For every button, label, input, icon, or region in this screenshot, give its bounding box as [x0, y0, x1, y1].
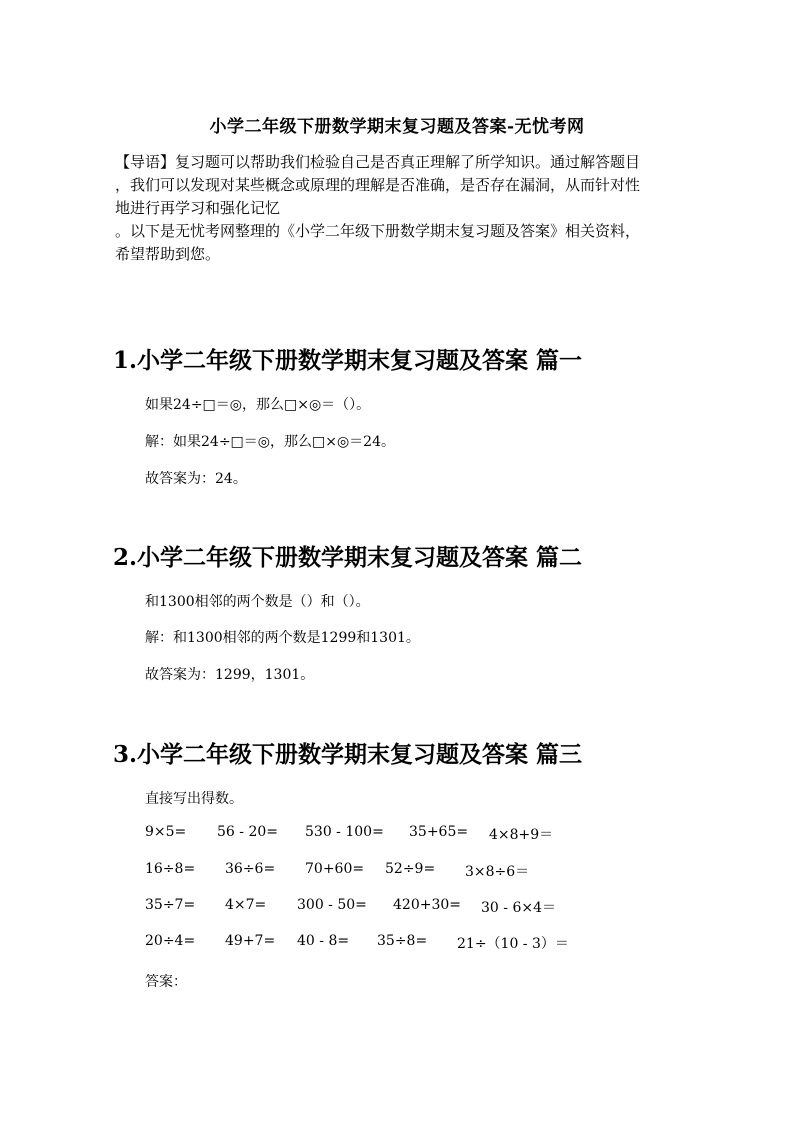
answer-text: 故答案为：1299，1301。	[145, 667, 315, 683]
exercise-item: 420+30=	[393, 897, 461, 913]
answer-label: 答案：	[145, 974, 187, 990]
document-title: 小学二年级下册数学期末复习题及答案-无忧考网	[209, 117, 585, 137]
exercise-item: 9×5=	[145, 824, 187, 840]
exercise-item: 70+60=	[305, 861, 365, 877]
intro-line: 。以下是无忧考网整理的《小学二年级下册数学期末复习题及答案》相关资料，	[115, 222, 641, 240]
exercise-item: 35+65=	[409, 824, 469, 840]
solution-text: 解：如果24÷□＝◎，那么□×◎＝24。	[145, 434, 395, 450]
exercise-item: 16÷8=	[145, 861, 196, 877]
intro-line: 【导语】复习题可以帮助我们检验自己是否真正理解了所学知识。通过解答题目	[115, 153, 641, 171]
exercise-row	[145, 897, 665, 917]
exercise-item: 4×8+9＝	[489, 827, 554, 843]
exercise-row	[145, 933, 665, 953]
answer-text: 故答案为：24。	[145, 471, 247, 487]
instruction-text: 直接写出得数。	[145, 791, 243, 807]
section-heading-2: 2.小学二年级下册数学期末复习题及答案 篇二	[113, 544, 583, 571]
exercise-item: 35÷8=	[377, 933, 428, 949]
exercise-item: 36÷6=	[225, 861, 276, 877]
intro-line: 希望帮助到您。	[115, 245, 221, 263]
question-text: 和1300相邻的两个数是（）和（）。	[145, 594, 370, 610]
exercise-item: 49+7=	[225, 933, 276, 949]
exercise-item: 40 - 8=	[297, 933, 350, 949]
exercise-item: 530 - 100=	[305, 824, 384, 840]
exercise-item: 52÷9=	[385, 861, 436, 877]
exercise-item: 300 - 50=	[297, 897, 367, 913]
exercise-row	[145, 861, 665, 881]
question-text: 如果24÷□＝◎，那么□×◎＝（）。	[145, 397, 371, 413]
section-heading-1: 1.小学二年级下册数学期末复习题及答案 篇一	[113, 347, 583, 374]
exercise-item: 4×7=	[225, 897, 267, 913]
exercise-item: 21÷（10 - 3）＝	[457, 936, 569, 952]
section-heading-3: 3.小学二年级下册数学期末复习题及答案 篇三	[113, 741, 583, 768]
solution-text: 解：和1300相邻的两个数是1299和1301。	[145, 630, 420, 646]
exercise-item: 20÷4=	[145, 933, 196, 949]
exercise-row	[145, 824, 665, 844]
exercise-item: 56 - 20=	[217, 824, 278, 840]
intro-paragraph	[115, 151, 690, 266]
exercise-item: 3×8÷6＝	[465, 864, 530, 880]
exercise-item: 35÷7=	[145, 897, 196, 913]
intro-line: 地进行再学习和强化记忆	[115, 199, 281, 217]
intro-line: ，我们可以发现对某些概念或原理的理解是否准确，是否存在漏洞，从而针对性	[115, 176, 641, 194]
exercise-item: 30 - 6×4＝	[481, 900, 556, 916]
